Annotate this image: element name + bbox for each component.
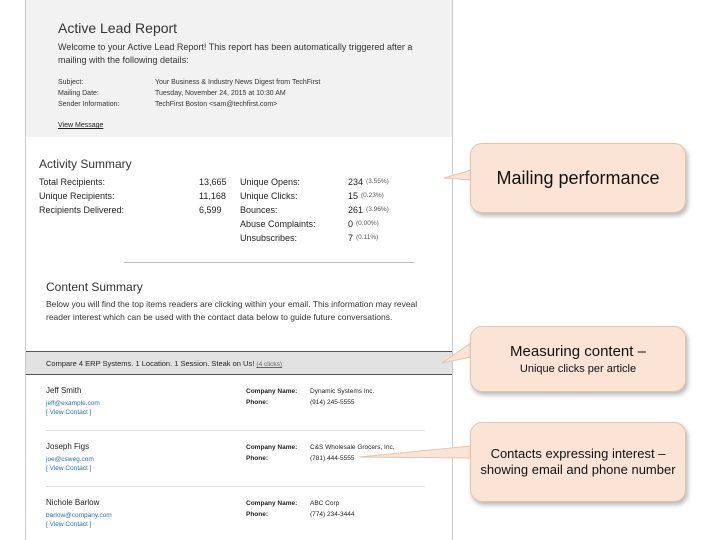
stat-value: 13,665 — [199, 177, 227, 187]
callout-pointer — [355, 440, 480, 470]
content-summary — [26, 264, 452, 351]
stat-label: Unsubscribes: — [240, 233, 298, 243]
report-intro: Welcome to your Active Lead Report! This report has been automatically triggered after a mailing with the following details: — [58, 42, 413, 65]
callout-text: Mailing performance — [496, 167, 660, 188]
stat-label: Abuse Complaints: — [240, 219, 316, 229]
article-row[interactable] — [26, 351, 452, 375]
company-label: Company Name: — [246, 444, 298, 451]
detail-label: Mailing Date: — [58, 90, 99, 97]
stat-row — [240, 175, 440, 189]
stat-row — [39, 189, 240, 203]
stat-percent: (0.23%) — [361, 192, 384, 199]
callout-text: Contacts expressing interest – showing email and phone number — [480, 446, 676, 477]
stat-value: 11,168 — [199, 191, 226, 201]
lead-report-header — [26, 0, 452, 137]
stat-label: Total Recipients: — [39, 177, 106, 187]
article-title: Compare 4 ERP Systems. 1 Location. 1 Session. Steak on Us! — [46, 359, 255, 368]
stat-row — [240, 231, 440, 245]
phone-label: Phone: — [246, 455, 269, 462]
phone-value: (914) 245-5555 — [310, 399, 355, 406]
callout-mailing-performance — [470, 143, 686, 213]
company-value: ABC Corp — [310, 500, 340, 507]
contact-name: Nichole Barlow — [46, 498, 100, 507]
stat-row — [240, 189, 440, 203]
stat-percent: (0.11%) — [356, 234, 379, 241]
stat-label: Unique Opens: — [240, 177, 301, 187]
report-title: Active Lead Report — [58, 20, 178, 36]
detail-value: TechFirst Boston <sam@techfirst.com> — [155, 101, 278, 108]
detail-label: Sender Information: — [58, 101, 120, 108]
stat-value: 7 — [348, 233, 354, 243]
stat-value: 261 — [348, 205, 364, 215]
contact-email-link[interactable]: jeff@example.com — [46, 400, 100, 407]
stat-row — [240, 203, 440, 217]
content-summary-text: Below you will find the top items readers are clicking within your email. This information may reveal reader interest which can be used with the contact data below to guide future conversations. — [46, 299, 418, 322]
phone-label: Phone: — [246, 511, 269, 518]
company-label: Company Name: — [246, 388, 298, 395]
stat-row — [240, 217, 440, 231]
detail-mailing-date — [58, 88, 452, 99]
stat-value: 6,599 — [199, 205, 222, 215]
phone-value: (781) 444-5555 — [310, 455, 355, 462]
contact-entry — [26, 487, 452, 540]
detail-value: Your Business & Industry News Digest from TechFirst — [155, 79, 321, 86]
stat-row — [39, 203, 240, 217]
activity-left-column — [39, 175, 240, 245]
callout-measuring-content — [470, 326, 686, 392]
company-value: Dynamic Systems Inc. — [310, 388, 375, 395]
stat-label: Unique Clicks: — [240, 191, 298, 201]
stat-label: Bounces: — [240, 205, 278, 215]
stat-label: Recipients Delivered: — [39, 205, 125, 215]
contact-name: Joseph Figs — [46, 442, 90, 451]
detail-label: Subject: — [58, 79, 84, 86]
stat-percent: (3.55%) — [366, 178, 389, 185]
detail-subject — [58, 77, 452, 88]
stat-percent: (3.96%) — [366, 206, 389, 213]
stat-value: 0 — [348, 219, 354, 229]
view-contact-link[interactable]: [ View Contact ] — [46, 409, 92, 416]
contact-name: Jeff Smith — [46, 386, 82, 395]
contact-email-link[interactable]: barlow@company.com — [46, 512, 112, 519]
company-value: C&S Wholesale Grocers, Inc. — [310, 444, 395, 451]
content-summary-title: Content Summary — [46, 280, 143, 294]
article-clicks-link[interactable]: (4 clicks) — [256, 361, 283, 368]
activity-summary — [26, 137, 452, 264]
phone-label: Phone: — [246, 399, 269, 406]
detail-sender — [58, 99, 452, 110]
stat-value: 234 — [348, 177, 364, 187]
callout-contacts-interest — [470, 422, 686, 502]
view-contact-link[interactable]: [ View Contact ] — [46, 521, 92, 528]
activity-right-column — [240, 175, 440, 245]
mailing-details — [58, 77, 452, 110]
stat-value: 15 — [348, 191, 359, 201]
company-label: Company Name: — [246, 500, 298, 507]
callout-subtext: Unique clicks per article — [519, 363, 637, 375]
section-divider — [124, 262, 414, 263]
contact-entry — [26, 375, 452, 431]
callout-text: Measuring content – — [510, 343, 646, 360]
stat-percent: (0.00%) — [356, 220, 379, 227]
stat-row — [39, 175, 240, 189]
view-contact-link[interactable]: [ View Contact ] — [46, 465, 92, 472]
activity-title: Activity Summary — [39, 157, 132, 171]
detail-value: Tuesday, November 24, 2015 at 10:30 AM — [155, 90, 286, 97]
stat-label: Unique Recipients: — [39, 191, 115, 201]
contact-email-link[interactable]: joe@csweg.com — [46, 456, 94, 463]
view-message-link[interactable]: View Message — [58, 122, 104, 129]
phone-value: (774) 234-3444 — [310, 511, 355, 518]
